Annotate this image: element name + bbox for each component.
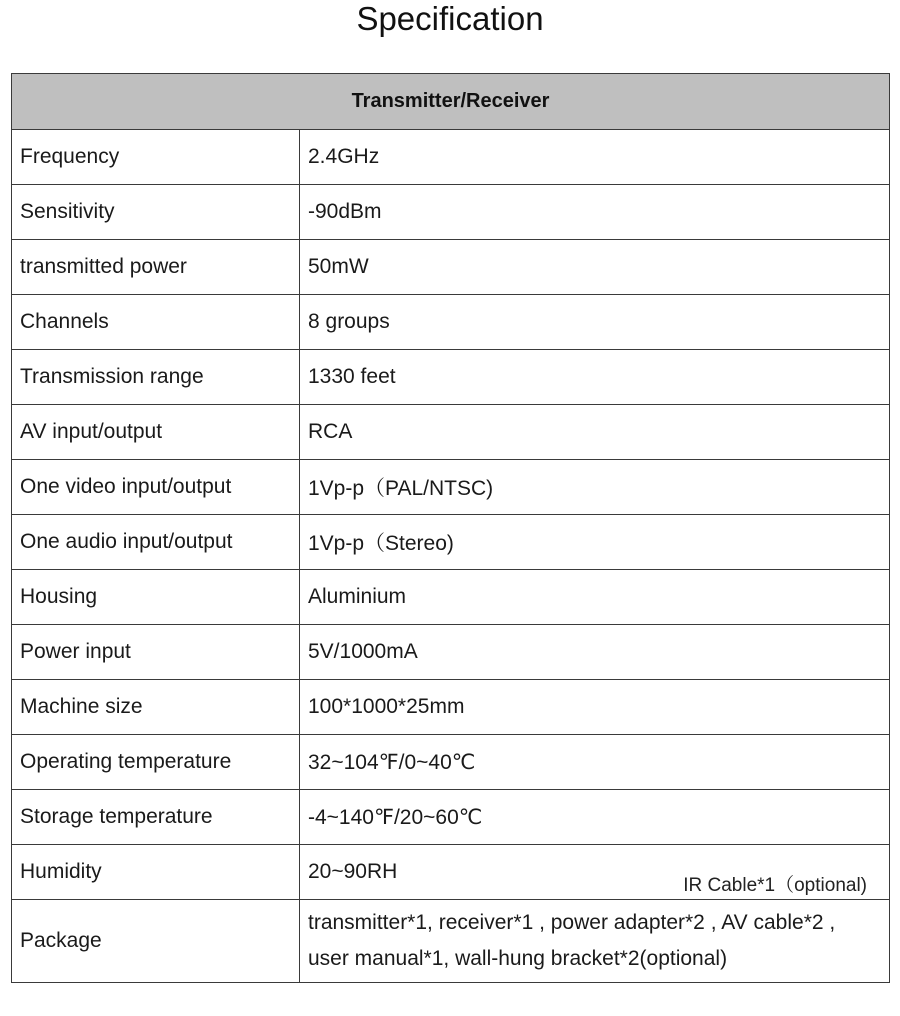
table-row	[12, 515, 890, 570]
package-line: user manual*1, wall-hung bracket*2(optional)	[308, 947, 728, 970]
table-row	[12, 790, 890, 845]
table-row	[12, 405, 890, 460]
table-row	[12, 900, 890, 983]
table-row	[12, 680, 890, 735]
spec-value: 1Vp-p（Stereo)	[300, 515, 890, 570]
spec-table	[11, 73, 890, 983]
table-row	[12, 570, 890, 625]
package-contents	[300, 900, 890, 983]
spec-label: Frequency	[12, 130, 300, 185]
spec-value: 100*1000*25mm	[300, 680, 890, 735]
table-row	[12, 240, 890, 295]
table-row	[12, 130, 890, 185]
spec-label: Channels	[12, 295, 300, 350]
spec-value: -90dBm	[300, 185, 890, 240]
spec-label: Package	[12, 900, 300, 983]
spec-label: Operating temperature	[12, 735, 300, 790]
ir-cable-note: IR Cable*1（optional)	[683, 875, 868, 896]
spec-value: 2.4GHz	[300, 130, 890, 185]
spec-value: 5V/1000mA	[300, 625, 890, 680]
table-row	[12, 185, 890, 240]
table-row	[12, 350, 890, 405]
spec-label: transmitted power	[12, 240, 300, 295]
spec-value: RCA	[300, 405, 890, 460]
spec-label: AV input/output	[12, 405, 300, 460]
spec-value: 50mW	[300, 240, 890, 295]
spec-value-cell	[300, 845, 890, 900]
spec-label: One video input/output	[12, 460, 300, 515]
spec-value: 20~90RH	[308, 860, 398, 883]
table-row	[12, 625, 890, 680]
spec-label: Machine size	[12, 680, 300, 735]
spec-label: One audio input/output	[12, 515, 300, 570]
spec-label: Humidity	[12, 845, 300, 900]
spec-value: 32~104℉/0~40℃	[300, 735, 890, 790]
spec-label: Transmission range	[12, 350, 300, 405]
spec-value: 1330 feet	[300, 350, 890, 405]
package-line: transmitter*1, receiver*1 , power adapter*2 , AV cable*2 ,	[308, 911, 836, 934]
table-header: Transmitter/Receiver	[12, 74, 890, 130]
spec-label: Power input	[12, 625, 300, 680]
table-row	[12, 460, 890, 515]
table-row	[12, 295, 890, 350]
spec-value: 1Vp-p（PAL/NTSC)	[300, 460, 890, 515]
table-row	[12, 845, 890, 900]
table-row	[12, 735, 890, 790]
spec-value: Aluminium	[300, 570, 890, 625]
spec-value: -4~140℉/20~60℃	[300, 790, 890, 845]
table-header-row	[12, 74, 890, 130]
spec-value: 8 groups	[300, 295, 890, 350]
spec-label: Sensitivity	[12, 185, 300, 240]
spec-label: Housing	[12, 570, 300, 625]
page-title: Specification	[356, 0, 544, 37]
spec-label: Storage temperature	[12, 790, 300, 845]
